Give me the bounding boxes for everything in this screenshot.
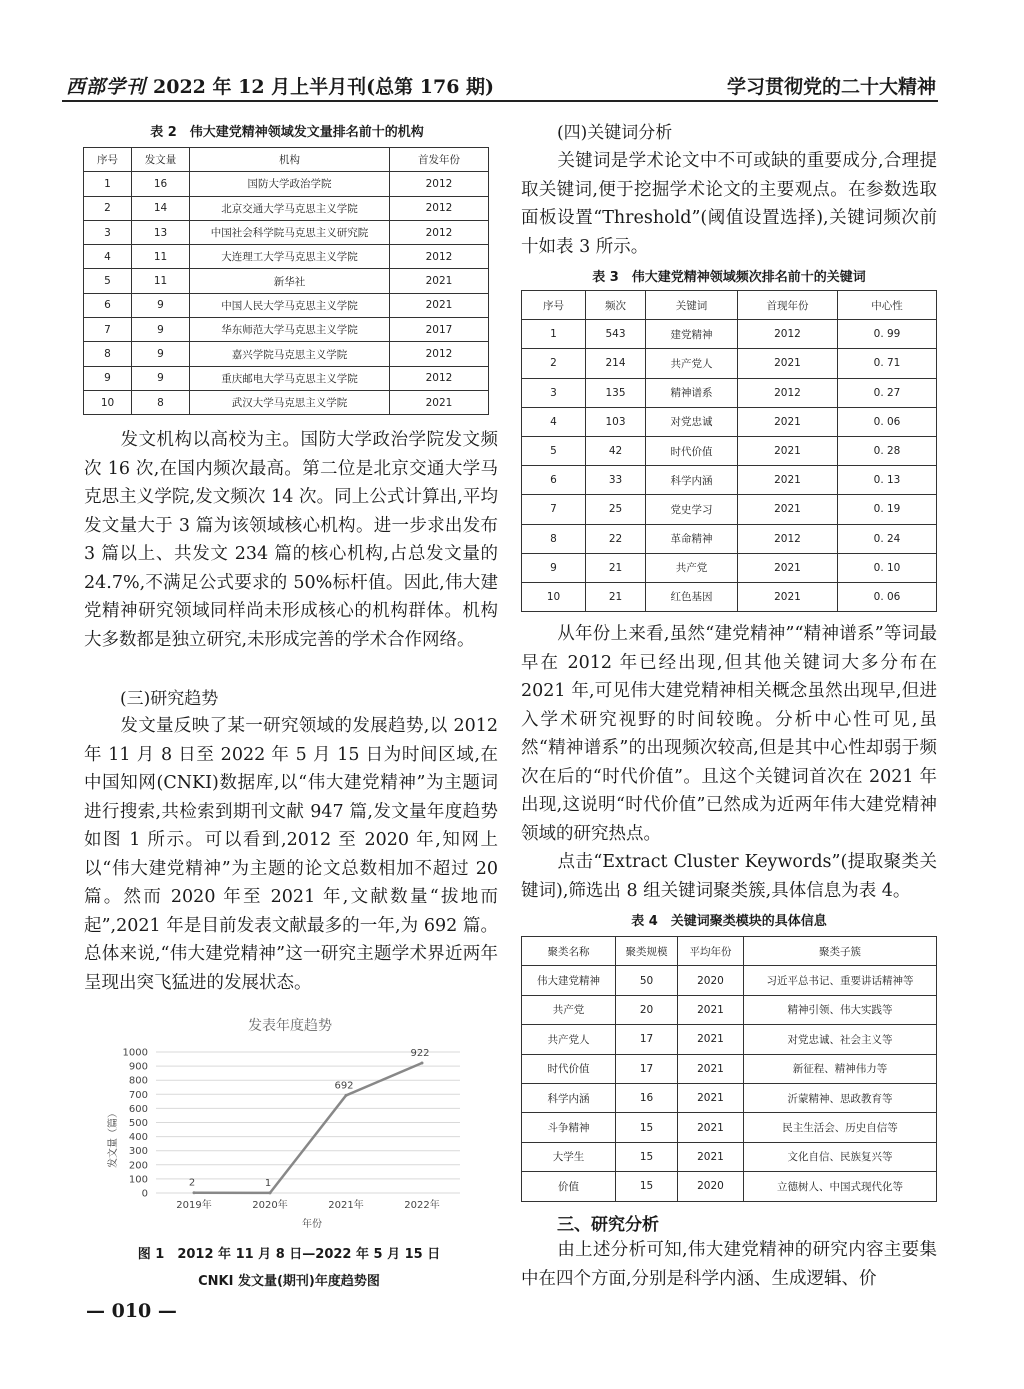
- table-cell: 2012: [390, 220, 489, 244]
- chart-y-tick-label: 100: [128, 1174, 148, 1186]
- table3: [521, 290, 937, 612]
- table-cell: 2020: [678, 966, 744, 995]
- left-paragraph-1: 发文机构以高校为主。国防大学政治学院发文频次 16 次,在国内频次最高。第二位是北京交通大学马克思主义学院,发文频次 14 次。同上公式计算出,平均发文量大于 3 篇为该领域核心机构。进一步求出发布 3 篇以上、共发文 234 篇的核心机构,占总发文量的 24.7%,不满足公式要求的 50%标杆值。因此,伟大建党精神研究领域同样尚未形成核心的机构群体。机构大多数都是独立研究,未形成完善的学术合作网络。: [84, 430, 498, 650]
- right-paragraph-4: 由上述分析可知,伟大建党精神的研究内容主要集中在四个方面,分别是科学内涵、生成逻辑、价: [521, 1240, 937, 1289]
- table-cell: 21: [586, 582, 646, 611]
- table-cell: 2: [522, 349, 586, 378]
- table-cell: 15: [616, 1172, 678, 1201]
- table-row: [84, 342, 489, 366]
- table-cell: 沂蒙精神、思政教育等: [744, 1083, 937, 1112]
- chart-data-label: 692: [334, 1080, 354, 1092]
- journal-logo: 西部学刊: [66, 76, 147, 98]
- table-row: [522, 966, 937, 995]
- table-cell: 国防大学政治学院: [190, 172, 390, 196]
- table-cell: 8: [84, 342, 132, 366]
- table-cell: 对党忠诚、社会主义等: [744, 1025, 937, 1054]
- table-cell: 11: [132, 245, 190, 269]
- table-row: [84, 172, 489, 196]
- table-cell: 33: [586, 466, 646, 495]
- table-cell: 2021: [738, 466, 838, 495]
- page-number: — 010 —: [86, 1300, 177, 1322]
- table3-header-cell: 中心性: [838, 291, 937, 320]
- table-cell: 2: [84, 196, 132, 220]
- table-cell: 25: [586, 495, 646, 524]
- table-cell: 精神引领、伟大实践等: [744, 995, 937, 1024]
- table-cell: 2021: [678, 1025, 744, 1054]
- table-cell: 2012: [390, 366, 489, 390]
- table-cell: 科学内涵: [646, 466, 738, 495]
- issue-info: 2022 年 12 月上半月刊(总第 176 期): [153, 76, 495, 98]
- table-row: [84, 220, 489, 244]
- table-cell: 2021: [678, 1083, 744, 1112]
- table-row: [84, 318, 489, 342]
- table-cell: 7: [84, 318, 132, 342]
- table-cell: 214: [586, 349, 646, 378]
- table-cell: 16: [616, 1083, 678, 1112]
- table-cell: 价值: [522, 1172, 616, 1201]
- table-cell: 15: [616, 1142, 678, 1171]
- table-cell: 红色基因: [646, 582, 738, 611]
- table-cell: 科学内涵: [522, 1083, 616, 1112]
- chart-y-tick-label: 300: [128, 1146, 148, 1158]
- chart-y-tick-label: 200: [128, 1160, 148, 1172]
- table2-header-cell: 机构: [190, 148, 390, 172]
- table-row: [522, 1113, 937, 1142]
- table4-header-cell: 聚类名称: [522, 937, 616, 966]
- table-cell: 9: [132, 318, 190, 342]
- table-cell: 大连理工大学马克思主义学院: [190, 245, 390, 269]
- table-cell: 10: [84, 390, 132, 414]
- chart-y-tick-label: 400: [128, 1132, 148, 1144]
- chart-series-line: [194, 1063, 422, 1193]
- table-cell: 103: [586, 407, 646, 436]
- left-paragraph-2: 发文量反映了某一研究领域的发展趋势,以 2012 年 11 月 8 日至 2022 年 5 月 15 日为时间区域,在中国知网(CNKI)数据库,以“伟大建党精神”为主题词进行搜索,共检索到期刊文献 947 篇,发文量年度趋势如图 1 所示。可以看到,2012 至 2020 年,知网上以“伟大建党精神”为主题的论文总数相加不超过 20 篇。然而 2020 年至 2021 年,文献数量“拔地而起”,2021 年是目前发表文献最多的一年,为 692 篇。总体来说,“伟大建党精神”这一研究主题学术界近两年呈现出突飞猛进的发展状态。: [84, 716, 498, 993]
- chart-y-tick-label: 0: [141, 1188, 148, 1200]
- chart-y-tick-label: 500: [128, 1118, 148, 1129]
- table-cell: 9: [84, 366, 132, 390]
- table-cell: 22: [586, 524, 646, 553]
- trend-line-chart: [100, 1010, 480, 1232]
- table-cell: 2021: [678, 1054, 744, 1083]
- table-row: [522, 436, 937, 465]
- table-cell: 时代价值: [522, 1054, 616, 1083]
- chart-data-label: 2: [188, 1177, 196, 1189]
- table-row: [84, 390, 489, 414]
- table-cell: 党史学习: [646, 495, 738, 524]
- table-cell: 0. 99: [838, 320, 937, 349]
- table-cell: 5: [84, 269, 132, 293]
- table-row: [522, 378, 937, 407]
- table4-header-row: [522, 937, 937, 966]
- table-cell: 共产党: [646, 553, 738, 582]
- table-cell: 7: [522, 495, 586, 524]
- table2-header-cell: 发文量: [132, 148, 190, 172]
- table4-header-cell: 平均年份: [678, 937, 744, 966]
- table-cell: 9: [132, 293, 190, 317]
- table-cell: 2021: [738, 436, 838, 465]
- table-cell: 2021: [390, 390, 489, 414]
- table-cell: 0. 28: [838, 436, 937, 465]
- table-cell: 共产党人: [522, 1025, 616, 1054]
- table-row: [84, 293, 489, 317]
- table-cell: 16: [132, 172, 190, 196]
- table-cell: 嘉兴学院马克思主义学院: [190, 342, 390, 366]
- table4-caption: 表 4 关键词聚类模块的具体信息: [631, 914, 827, 929]
- chart-y-tick-label: 600: [128, 1103, 148, 1115]
- table-cell: 2021: [738, 553, 838, 582]
- table-cell: 2012: [390, 245, 489, 269]
- table-cell: 2012: [738, 320, 838, 349]
- table-cell: 21: [586, 553, 646, 582]
- chart-y-tick-label: 1000: [122, 1047, 148, 1059]
- section-research-analysis: 三、研究分析: [557, 1215, 659, 1235]
- table-cell: 3: [84, 220, 132, 244]
- table-cell: 斗争精神: [522, 1113, 616, 1142]
- table-cell: 6: [522, 466, 586, 495]
- table-cell: 2012: [738, 524, 838, 553]
- table-cell: 17: [616, 1025, 678, 1054]
- table-cell: 2021: [390, 293, 489, 317]
- table-cell: 文化自信、民族复兴等: [744, 1142, 937, 1171]
- column-title: 学习贯彻党的二十大精神: [726, 76, 936, 98]
- table-row: [522, 524, 937, 553]
- table-cell: 2021: [678, 1142, 744, 1171]
- table-cell: 建党精神: [646, 320, 738, 349]
- table-cell: 0. 06: [838, 582, 937, 611]
- chart-x-tick-label: 2022年: [404, 1200, 440, 1211]
- table-cell: 0. 10: [838, 553, 937, 582]
- table-cell: 1: [84, 172, 132, 196]
- table-cell: 11: [132, 269, 190, 293]
- table-cell: 20: [616, 995, 678, 1024]
- table2-header-cell: 序号: [84, 148, 132, 172]
- table-cell: 15: [616, 1113, 678, 1142]
- table-cell: 135: [586, 378, 646, 407]
- table-cell: 4: [84, 245, 132, 269]
- table-cell: 2021: [738, 495, 838, 524]
- table-cell: 17: [616, 1054, 678, 1083]
- table-cell: 543: [586, 320, 646, 349]
- table3-header-cell: 频次: [586, 291, 646, 320]
- table-cell: 13: [132, 220, 190, 244]
- table-cell: 0. 19: [838, 495, 937, 524]
- chart-title: 发表年度趋势: [248, 1018, 332, 1034]
- table-cell: 50: [616, 966, 678, 995]
- chart-data-point: [421, 1061, 424, 1064]
- table2-header-row: [84, 148, 489, 172]
- figure1-caption-line1: 图 1 2012 年 11 月 8 日—2022 年 5 月 15 日: [137, 1247, 441, 1262]
- table-cell: 10: [522, 582, 586, 611]
- table-row: [522, 1083, 937, 1112]
- table-cell: 新征程、精神伟力等: [744, 1054, 937, 1083]
- table-cell: 革命精神: [646, 524, 738, 553]
- right-paragraph-1: 关键词是学术论文中不可或缺的重要成分,合理提取关键词,便于挖掘学术论文的主要观点。在参数选取面板设置“Threshold”(阈值设置选择),关键词频次前十如表 3 所示。: [521, 151, 937, 257]
- chart-data-point: [345, 1094, 348, 1097]
- table-cell: 0. 24: [838, 524, 937, 553]
- table-row: [522, 466, 937, 495]
- header-rule: [62, 100, 938, 102]
- chart-data-point: [269, 1191, 272, 1194]
- chart-x-tick-label: 2020年: [252, 1200, 288, 1211]
- table-cell: 伟大建党精神: [522, 966, 616, 995]
- table-row: [522, 1142, 937, 1171]
- table-cell: 0. 13: [838, 466, 937, 495]
- table-cell: 0. 27: [838, 378, 937, 407]
- table-cell: 1: [522, 320, 586, 349]
- table-cell: 0. 71: [838, 349, 937, 378]
- table-cell: 习近平总书记、重要讲话精神等: [744, 966, 937, 995]
- table3-header-cell: 首现年份: [738, 291, 838, 320]
- table-row: [522, 995, 937, 1024]
- table-cell: 2012: [738, 378, 838, 407]
- chart-data-label: 922: [410, 1047, 430, 1059]
- table-row: [522, 553, 937, 582]
- table-cell: 42: [586, 436, 646, 465]
- table-row: [84, 196, 489, 220]
- table-row: [84, 245, 489, 269]
- table-row: [84, 269, 489, 293]
- table-cell: 3: [522, 378, 586, 407]
- chart-y-tick-label: 900: [128, 1061, 148, 1073]
- table2-header-cell: 首发年份: [390, 148, 489, 172]
- right-paragraph-2: 从年份上来看,虽然“建党精神”“精神谱系”等词最早在 2012 年已经出现,但其他关键词大多分布在 2021 年,可见伟大建党精神相关概念虽然出现早,但进入学术研究视野的时间较晚。分析中心性可见,虽然“精神谱系”的出现频次较高,但是其中心性却弱于频次在后的“时代价值”。且这个关键词首次在 2021 年出现,这说明“时代价值”已然成为近两年伟大建党精神领域的研究热点。: [521, 624, 937, 844]
- table-cell: 共产党人: [646, 349, 738, 378]
- table-cell: 大学生: [522, 1142, 616, 1171]
- table-row: [522, 320, 937, 349]
- table-cell: 中国人民大学马克思主义学院: [190, 293, 390, 317]
- table-cell: 2021: [678, 1113, 744, 1142]
- table-cell: 共产党: [522, 995, 616, 1024]
- table-cell: 6: [84, 293, 132, 317]
- table-cell: 新华社: [190, 269, 390, 293]
- table-row: [522, 1172, 937, 1201]
- table-cell: 民主生活会、历史自信等: [744, 1113, 937, 1142]
- table-cell: 2012: [390, 172, 489, 196]
- table-cell: 北京交通大学马克思主义学院: [190, 196, 390, 220]
- chart-x-label: 年份: [302, 1219, 322, 1230]
- table-row: [522, 349, 937, 378]
- table3-header-row: [522, 291, 937, 320]
- right-paragraph-3: 点击“Extract Cluster Keywords”(提取聚类关键词),筛选出 8 组关键词聚类簇,具体信息为表 4。: [521, 852, 937, 901]
- table-row: [522, 495, 937, 524]
- table-cell: 9: [132, 342, 190, 366]
- table-cell: 9: [522, 553, 586, 582]
- table-cell: 对党忠诚: [646, 407, 738, 436]
- chart-y-tick-label: 800: [128, 1075, 148, 1087]
- table3-header-cell: 序号: [522, 291, 586, 320]
- table2: [83, 147, 489, 415]
- table-cell: 8: [522, 524, 586, 553]
- table-cell: 精神谱系: [646, 378, 738, 407]
- table-cell: 2021: [390, 269, 489, 293]
- table-cell: 2021: [738, 407, 838, 436]
- table-row: [522, 1054, 937, 1083]
- table-cell: 5: [522, 436, 586, 465]
- table-cell: 2021: [738, 582, 838, 611]
- table-row: [522, 407, 937, 436]
- subhead-keyword-analysis: (四)关键词分析: [557, 123, 673, 143]
- table-cell: 2020: [678, 1172, 744, 1201]
- table-cell: 华东师范大学马克思主义学院: [190, 318, 390, 342]
- figure1-caption-line2: CNKI 发文量(期刊)年度趋势图: [198, 1274, 380, 1289]
- table-cell: 4: [522, 407, 586, 436]
- chart-y-tick-label: 700: [128, 1089, 148, 1101]
- table-cell: 中国社会科学院马克思主义研究院: [190, 220, 390, 244]
- table4: [521, 936, 937, 1202]
- table-cell: 14: [132, 196, 190, 220]
- table-cell: 重庆邮电大学马克思主义学院: [190, 366, 390, 390]
- chart-data-point: [193, 1191, 196, 1194]
- table4-header-cell: 聚类子簇: [744, 937, 937, 966]
- table-cell: 2017: [390, 318, 489, 342]
- table-cell: 时代价值: [646, 436, 738, 465]
- chart-y-label: 发文量（篇）: [108, 1108, 119, 1168]
- table-cell: 2021: [678, 995, 744, 1024]
- table-row: [522, 1025, 937, 1054]
- table-row: [84, 366, 489, 390]
- chart-data-label: 1: [264, 1177, 272, 1189]
- table-cell: 2012: [390, 342, 489, 366]
- table-cell: 武汉大学马克思主义学院: [190, 390, 390, 414]
- chart-x-tick-label: 2019年: [176, 1200, 212, 1211]
- table-cell: 8: [132, 390, 190, 414]
- chart-x-tick-label: 2021年: [328, 1200, 364, 1211]
- table-cell: 9: [132, 366, 190, 390]
- table-row: [522, 582, 937, 611]
- table2-caption: 表 2 伟大建党精神领域发文量排名前十的机构: [150, 125, 424, 140]
- table3-header-cell: 关键词: [646, 291, 738, 320]
- table4-header-cell: 聚类规模: [616, 937, 678, 966]
- table-cell: 立德树人、中国式现代化等: [744, 1172, 937, 1201]
- table3-caption: 表 3 伟大建党精神领域频次排名前十的关键词: [592, 270, 866, 285]
- table-cell: 0. 06: [838, 407, 937, 436]
- subhead-research-trend: (三)研究趋势: [120, 689, 219, 709]
- table-cell: 2012: [390, 196, 489, 220]
- table-cell: 2021: [738, 349, 838, 378]
